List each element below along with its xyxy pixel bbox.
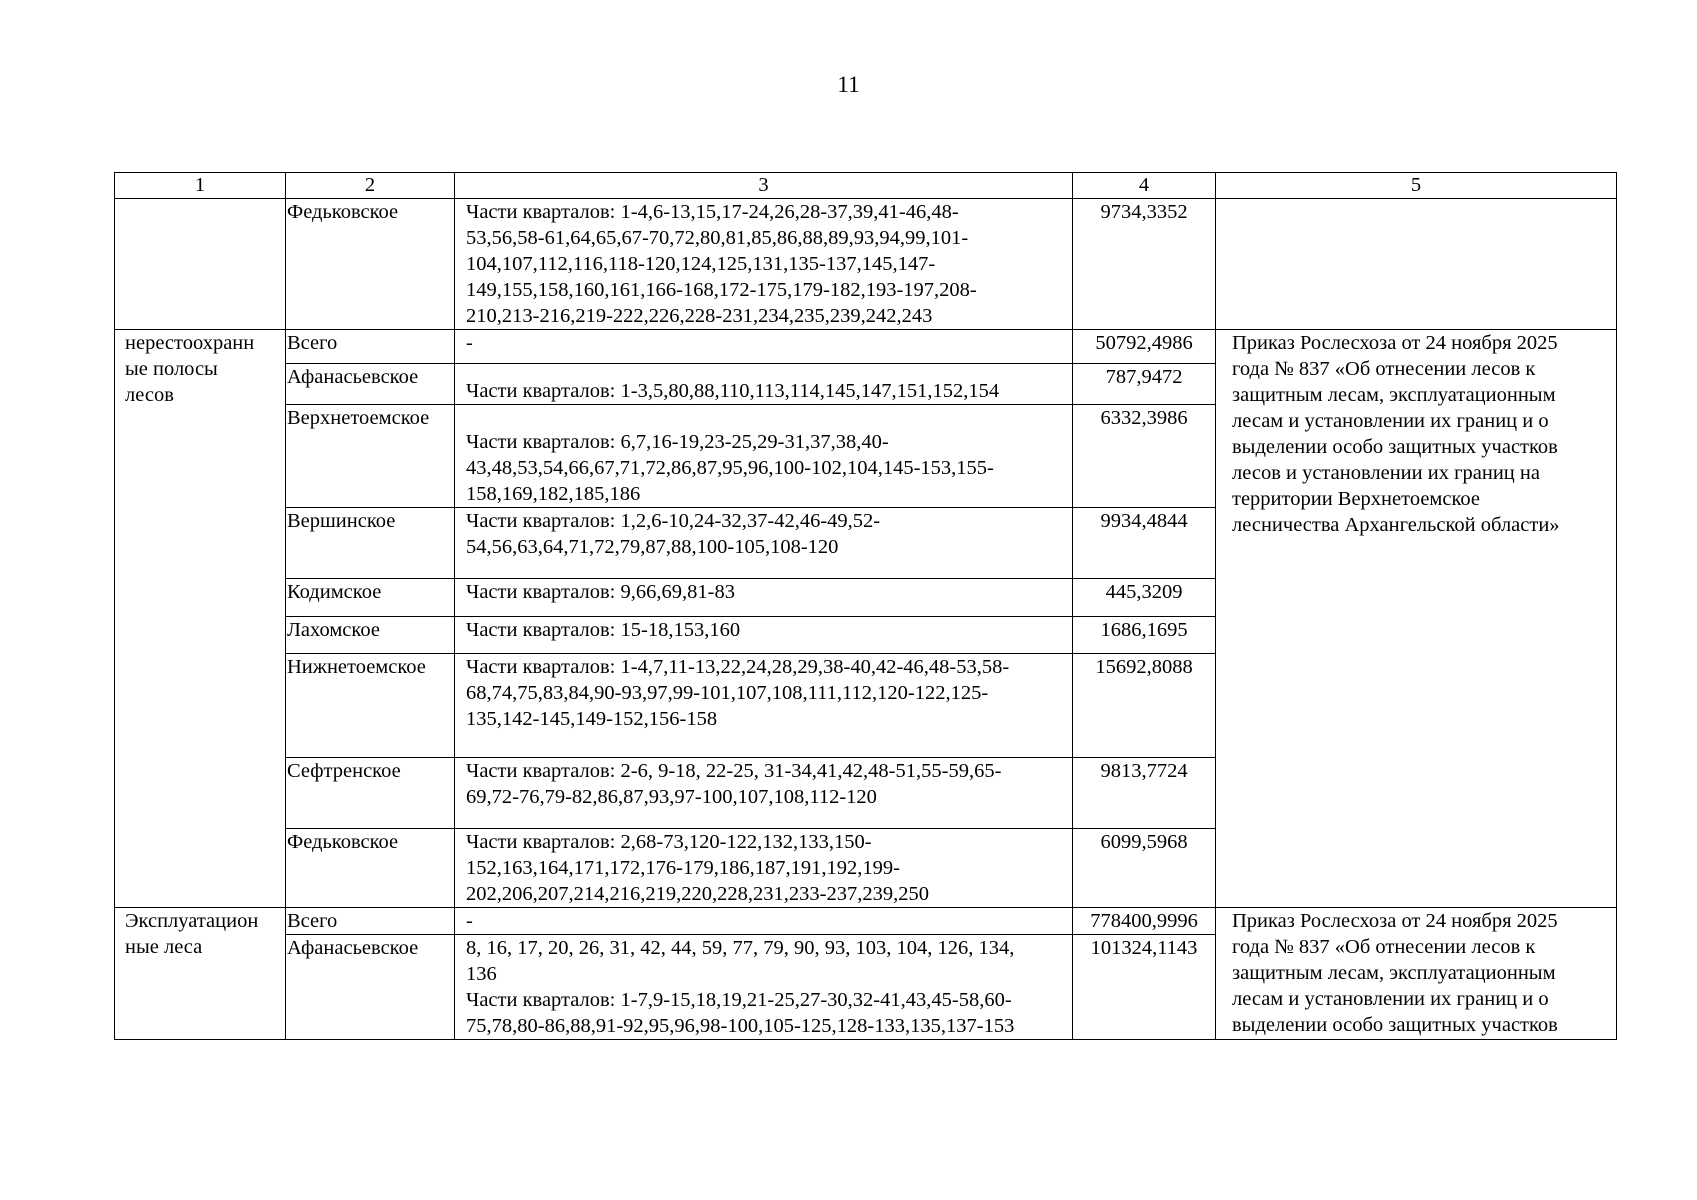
category-cell — [115, 199, 286, 330]
header-cell: 4 — [1073, 173, 1216, 199]
quarters-cell: Части кварталов: 1-4,6-13,15,17-24,26,28-37,39,41-46,48- 53,56,58-61,64,65,67-70,72,80,81,85,86,88,89,93,94,99,101- 104,107,112,116,118-120,124,125,131,135-137,145,147- 149,155,158,160,161,166-168,172-175,179-182,193-197,208- 210,213-216,219-222,226,228-231,234,235,239,242,243 — [455, 199, 1073, 330]
table-header-row — [115, 173, 1617, 199]
forestry-cell: Вершинское — [286, 508, 455, 579]
forestry-cell: Афанасьевское — [286, 935, 455, 1040]
document-cell: Приказ Рослесхоза от 24 ноября 2025 года № 837 «Об отнесении лесов к защитным лесам, эксплуатационным лесам и установлении их границ и о выделении особо защитных участков — [1216, 908, 1617, 1040]
area-cell: 9813,7724 — [1073, 758, 1216, 829]
quarters-cell: - — [455, 908, 1073, 935]
quarters-cell: 8, 16, 17, 20, 26, 31, 42, 44, 59, 77, 79, 90, 93, 103, 104, 126, 134, 136 Части кварталов: 1-7,9-15,18,19,21-25,27-30,32-41,43,45-58,60- 75,78,80-86,88,91-92,95,96,98-100,105-125,128-133,135,137-153 — [455, 935, 1073, 1040]
header-cell: 1 — [115, 173, 286, 199]
area-cell: 6332,3986 — [1073, 405, 1216, 508]
area-cell: 787,9472 — [1073, 364, 1216, 405]
forestry-cell: Верхнетоемское — [286, 405, 455, 508]
category-cell: нерестоохранн ые полосы лесов — [115, 330, 286, 908]
document-cell: Приказ Рослесхоза от 24 ноября 2025 года № 837 «Об отнесении лесов к защитным лесам, эксплуатационным лесам и установлении их границ и о выделении особо защитных участков лесов и установлении их границ на территории Верхнетоемское лесничества Архангельской области» — [1216, 330, 1617, 908]
area-cell: 1686,1695 — [1073, 617, 1216, 654]
area-cell: 15692,8088 — [1073, 654, 1216, 758]
category-cell: Эксплуатацион ные леса — [115, 908, 286, 1040]
quarters-cell: Части кварталов: 1-4,7,11-13,22,24,28,29,38-40,42-46,48-53,58- 68,74,75,83,84,90-93,97,99-101,107,108,111,112,120-122,125- 135,142-145,149-152,156-158 — [455, 654, 1073, 758]
quarters-cell: Части кварталов: 2,68-73,120-122,132,133,150- 152,163,164,171,172,176-179,186,187,191,192,199- 202,206,207,214,216,219,220,228,231,233-237,239,250 — [455, 829, 1073, 908]
forestry-cell: Федьковское — [286, 199, 455, 330]
quarters-cell: Части кварталов: 1,2,6-10,24-32,37-42,46-49,52- 54,56,63,64,71,72,79,87,88,100-105,108-120 — [455, 508, 1073, 579]
forestry-cell: Федьковское — [286, 829, 455, 908]
area-cell: 9734,3352 — [1073, 199, 1216, 330]
area-cell: 9934,4844 — [1073, 508, 1216, 579]
quarters-cell: Части кварталов: 6,7,16-19,23-25,29-31,37,38,40- 43,48,53,54,66,67,71,72,86,87,95,96,100-102,104,145-153,155- 158,169,182,185,186 — [455, 405, 1073, 508]
forestry-cell: Всего — [286, 330, 455, 364]
forestry-cell: Сефтренское — [286, 758, 455, 829]
forestry-cell: Лахомское — [286, 617, 455, 654]
quarters-cell: Части кварталов: 15-18,153,160 — [455, 617, 1073, 654]
table-row — [115, 330, 1617, 364]
quarters-cell: Части кварталов: 9,66,69,81-83 — [455, 579, 1073, 617]
area-cell: 6099,5968 — [1073, 829, 1216, 908]
header-cell: 3 — [455, 173, 1073, 199]
forestry-cell: Афанасьевское — [286, 364, 455, 405]
forest-table — [114, 172, 1617, 1040]
quarters-cell: - — [455, 330, 1073, 364]
forestry-cell: Нижнетоемское — [286, 654, 455, 758]
area-cell: 445,3209 — [1073, 579, 1216, 617]
document-cell — [1216, 199, 1617, 330]
area-cell: 50792,4986 — [1073, 330, 1216, 364]
quarters-cell: Части кварталов: 2-6, 9-18, 22-25, 31-34,41,42,48-51,55-59,65- 69,72-76,79-82,86,87,93,97-100,107,108,112-120 — [455, 758, 1073, 829]
quarters-cell: Части кварталов: 1-3,5,80,88,110,113,114,145,147,151,152,154 — [455, 364, 1073, 405]
forestry-cell: Всего — [286, 908, 455, 935]
table-row — [115, 199, 1617, 330]
header-cell: 2 — [286, 173, 455, 199]
area-cell: 778400,9996 — [1073, 908, 1216, 935]
area-cell: 101324,1143 — [1073, 935, 1216, 1040]
table-row — [115, 908, 1617, 935]
forestry-cell: Кодимское — [286, 579, 455, 617]
header-cell: 5 — [1216, 173, 1617, 199]
page-number: 11 — [837, 72, 860, 97]
